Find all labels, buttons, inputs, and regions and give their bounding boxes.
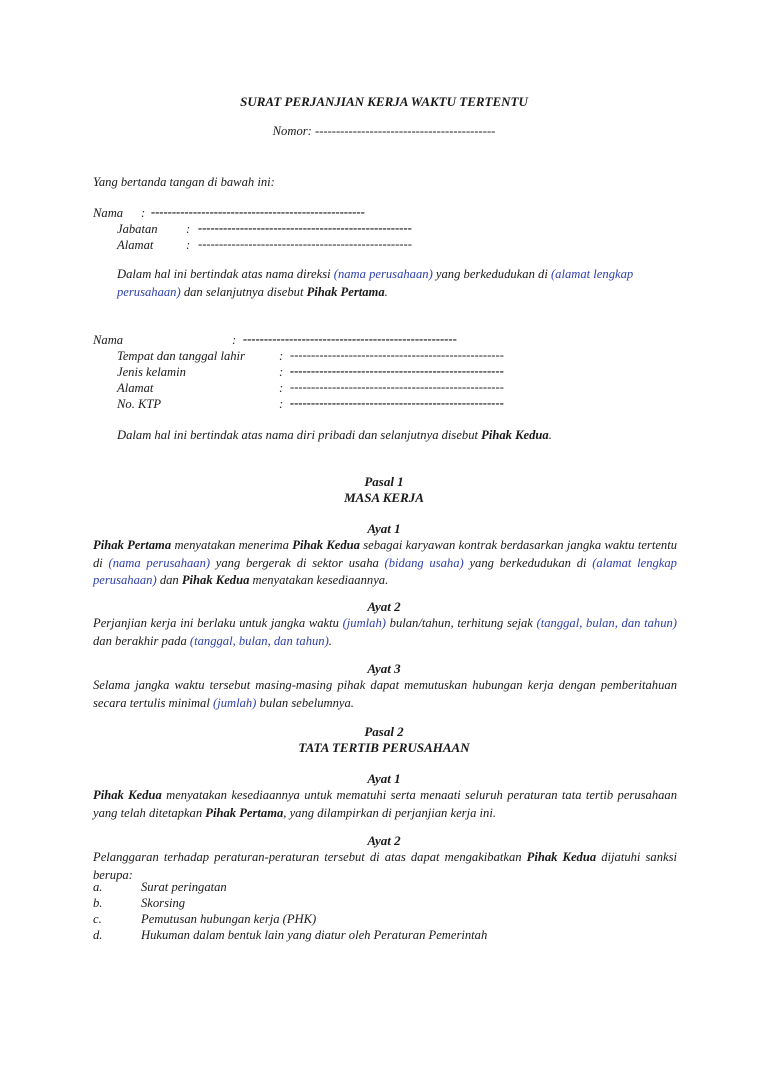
party2-ttl-sep: : — [279, 349, 284, 363]
pasal2-ayat2-heading: Ayat 2 — [367, 833, 401, 848]
pasal1-ayat1-heading: Ayat 1 — [367, 521, 401, 536]
list-item-marker: b. — [93, 896, 103, 910]
party2-alamat-label: Alamat — [117, 381, 154, 395]
party1-jabatan-sep: : — [186, 222, 191, 236]
pasal2-ayat1-heading: Ayat 1 — [367, 771, 401, 786]
party2-alamat-sep: : — [279, 381, 284, 395]
document-number — [0, 124, 768, 139]
list-item: Pemutusan hubungan kerja (PHK) — [141, 912, 317, 926]
party1-alamat-sep: : — [186, 238, 191, 252]
list-item: Skorsing — [141, 896, 186, 910]
party2-nama-value: --------------------------------------------------- — [243, 332, 457, 346]
party1-nama-value: --------------------------------------------------- — [151, 205, 365, 219]
list-item-marker: c. — [93, 912, 102, 926]
party1-alamat-value: --------------------------------------------------- — [198, 237, 412, 251]
party2-ttl-value: --------------------------------------------------- — [290, 348, 504, 362]
party1-nama-label: Nama — [93, 206, 124, 220]
pasal1-ayat1-text: Pihak Pertama menyatakan menerima Pihak Kedua sebagai karyawan kontrak berdasarkan jangka waktu tertentu di (nama perusahaan) yang bergerak di sektor usaha (bidang usaha) yang berkedudukan di (alamat lengkap perusahaan) dan Pihak Kedua menyatakan kesediaannya. — [93, 538, 677, 587]
party1-nama-sep: : — [141, 206, 146, 220]
pasal1-ayat2-text: Perjanjian kerja ini berlaku untuk jangka waktu (jumlah) bulan/tahun, terhitung sejak (tanggal, bulan, dan tahun) dan berakhir pada (tanggal, bulan, dan tahun). — [93, 616, 677, 648]
party2-alamat-value: --------------------------------------------------- — [290, 380, 504, 394]
party1-alamat-label: Alamat — [117, 238, 154, 252]
party2-ktp-sep: : — [279, 397, 284, 411]
placeholder-alamat-perusahaan: (alamat lengkap perusahaan) — [117, 267, 634, 299]
pasal2-number: Pasal 2 — [364, 724, 404, 739]
pasal1-ayat3-text: Selama jangka waktu tersebut masing-masing pihak dapat memutuskan hubungan kerja dengan pemberitahuan secara tertulis minimal (jumlah) bulan sebelumnya. — [93, 678, 677, 710]
list-item-marker: a. — [93, 880, 103, 894]
party2-ktp-value: --------------------------------------------------- — [290, 396, 504, 410]
list-item: Hukuman dalam bentuk lain yang diatur oleh Peraturan Pemerintah — [141, 928, 488, 942]
party2-nama-label: Nama — [93, 333, 124, 347]
party2-jk-value: --------------------------------------------------- — [290, 364, 504, 378]
list-item: Surat peringatan — [141, 880, 227, 894]
intro-text: Yang bertanda tangan di bawah ini: — [93, 175, 275, 189]
pasal2-ayat2-text: Pelanggaran terhadap peraturan-peraturan tersebut di atas dapat mengakibatkan Pihak Kedua dijatuhi sanksi berupa: — [93, 850, 677, 882]
pasal1-ayat2-heading: Ayat 2 — [367, 599, 401, 614]
party2-statement: Dalam hal ini bertindak atas nama diri pribadi dan selanjutnya disebut Pihak Kedua. — [117, 428, 552, 442]
pasal1-number: Pasal 1 — [364, 474, 404, 489]
pasal2-title: TATA TERTIB PERUSAHAAN — [298, 740, 470, 755]
pihak-kedua-term: Pihak Kedua — [481, 428, 549, 442]
party2-ttl-label: Tempat dan tanggal lahir — [117, 349, 245, 363]
party2-jk-label: Jenis kelamin — [117, 365, 186, 379]
pasal1-title: MASA KERJA — [344, 490, 424, 505]
party1-jabatan-label: Jabatan — [117, 222, 158, 236]
party1-statement: Dalam hal ini bertindak atas nama direksi (nama perusahaan) yang berkedudukan di (alamat lengkap perusahaan) dan selanjutnya disebut Pihak Pertama. — [117, 267, 634, 299]
nomor-value: ------------------------------------------- — [315, 124, 496, 138]
pasal1-ayat3-heading: Ayat 3 — [367, 661, 401, 676]
pasal2-ayat1-text: Pihak Kedua menyatakan kesediaannya untuk mematuhi serta menaati seluruh peraturan tata tertib perusahaan yang telah ditetapkan Pihak Pertama, yang dilampirkan di perjanjian kerja ini. — [93, 788, 678, 820]
placeholder-nama-perusahaan: (nama perusahaan) — [333, 267, 433, 281]
pihak-pertama-term: Pihak Pertama — [306, 284, 385, 299]
list-item-marker: d. — [93, 928, 103, 942]
document-title: SURAT PERJANJIAN KERJA WAKTU TERTENTU — [240, 94, 528, 109]
nomor-label: Nomor: — [272, 124, 312, 138]
party2-nama-sep: : — [232, 333, 237, 347]
party2-jk-sep: : — [279, 365, 284, 379]
party2-ktp-label: No. KTP — [117, 397, 162, 411]
party1-jabatan-value: --------------------------------------------------- — [198, 221, 412, 235]
